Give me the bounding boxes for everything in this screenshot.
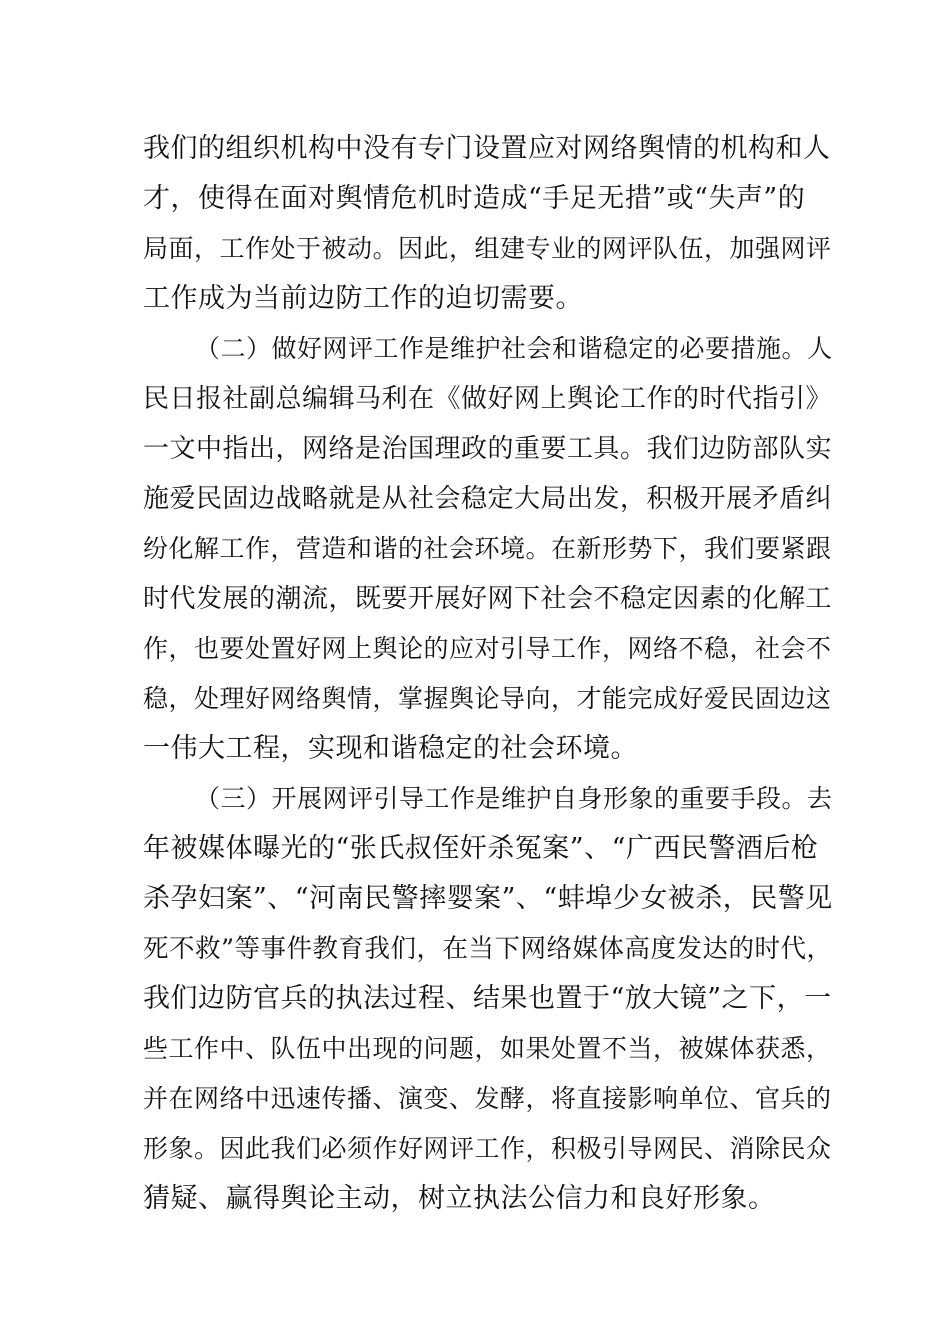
text-line: 杀孕妇案”、“河南民警摔婴案”、“蚌埠少女被杀，民警见 <box>143 883 833 914</box>
text-line: 猜疑、赢得舆论主动，树立执法公信力和良好形象。 <box>143 1183 776 1214</box>
text-line: 我们的组织机构中没有专门设置应对网络舆情的机构和人 <box>143 133 831 164</box>
text-line: 一伟大工程，实现和谐稳定的社会环境。 <box>143 733 638 764</box>
text-line: 施爱民固边战略就是从社会稳定大局出发，积极开展矛盾纠 <box>143 484 833 514</box>
text-line: 些工作中、队伍中出现的问题，如果处置不当，被媒体获悉， <box>143 1034 832 1063</box>
text-line: 纷化解工作，营造和谐的社会环境。在新形势下，我们要紧跟 <box>143 534 832 563</box>
text-line: 我们边防官兵的执法过程、结果也置于“放大镜”之下，一 <box>143 983 832 1014</box>
text-line: 死不救”等事件教育我们，在当下网络媒体高度发达的时代， <box>143 934 833 964</box>
text-line: 才，使得在面对舆情危机时造成“手足无措”或“失声”的 <box>143 183 806 214</box>
text-line: 工作成为当前边防工作的迫切需要。 <box>143 283 583 314</box>
text-line: 民日报社副总编辑马利在《做好网上舆论工作的时代指引》 <box>143 384 833 414</box>
text-line: 形象。因此我们必须作好网评工作，积极引导网民、消除民众 <box>143 1134 832 1163</box>
text-line: 一文中指出，网络是治国理政的重要工具。我们边防部队实 <box>143 434 833 464</box>
text-line: 时代发展的潮流，既要开展好网下社会不稳定因素的化解工 <box>143 584 833 614</box>
text-line: 作，也要处置好网上舆论的应对引导工作，网络不稳，社会不 <box>143 634 832 663</box>
text-line: 并在网络中迅速传播、演变、发酵，将直接影响单位、官兵的 <box>143 1084 832 1113</box>
section-heading-line: （二）做好网评工作是维护社会和谐稳定的必要措施。人 <box>195 334 833 363</box>
text-line: 年被媒体曝光的“张氏叔侄奸杀冤案”、“广西民警酒后枪 <box>143 833 819 864</box>
text-line: 局面，工作处于被动。因此，组建专业的网评队伍，加强网评 <box>143 234 832 263</box>
text-line: 稳，处理好网络舆情，掌握舆论导向，才能完成好爱民固边这 <box>143 684 832 713</box>
section-heading-line: （三）开展网评引导工作是维护自身形象的重要手段。去 <box>195 784 833 813</box>
document-body <box>143 124 833 1224</box>
